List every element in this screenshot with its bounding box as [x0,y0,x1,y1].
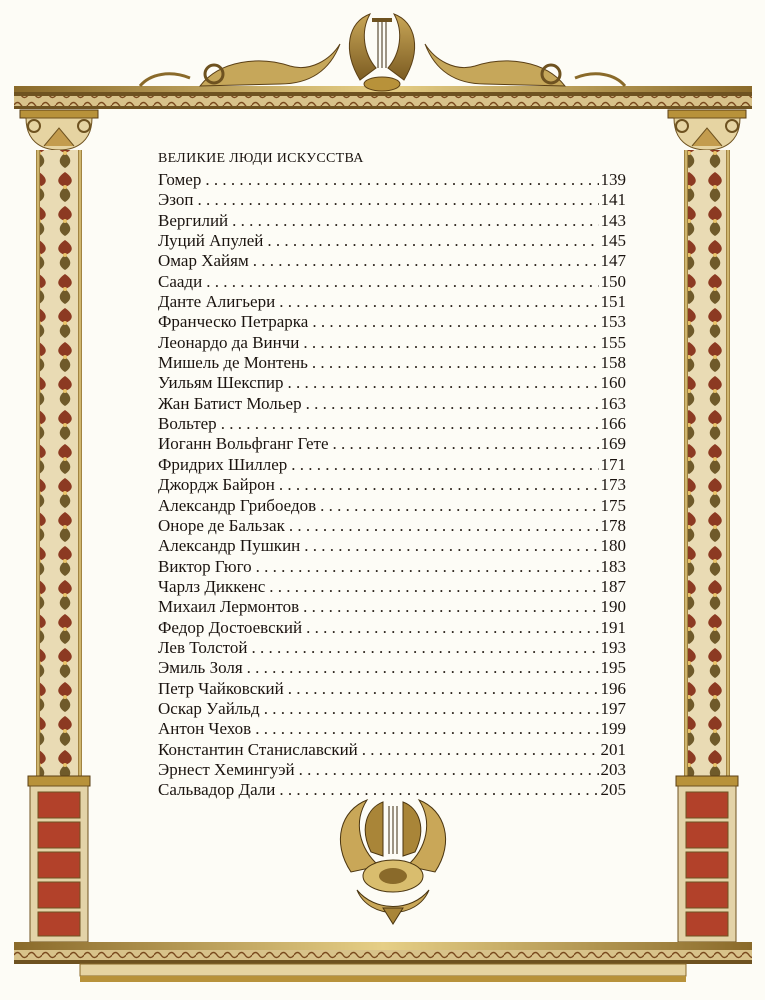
toc-list [158,170,626,801]
toc-entry [158,373,626,393]
toc-entry-page: 196 [600,678,626,698]
toc-entry-page: 203 [600,759,626,779]
dot-leader [221,414,599,434]
toc-entry-name: Гомер [158,170,202,189]
dot-leader [247,658,599,678]
toc-entry-page: 199 [600,719,626,739]
dot-leader [255,719,598,739]
toc-entry-page: 143 [600,210,626,230]
toc-entry-name: Федор Достоевский [158,617,303,637]
toc-entry-page: 187 [600,576,626,596]
dot-leader [362,740,599,760]
toc-entry-name: Александр Грибоедов [158,495,317,515]
toc-entry-page: 141 [600,190,626,210]
toc-entry [158,455,626,475]
toc-entry [158,251,626,271]
section-heading: ВЕЛИКИЕ ЛЮДИ ИСКУССТВА [158,151,364,166]
dot-leader [333,434,599,454]
dot-leader [269,577,598,597]
toc-entry-page: 155 [600,332,626,352]
toc-entry [158,312,626,332]
toc-entry [158,333,626,353]
toc-entry-name: Омар Хайям [158,251,249,271]
toc-entry-name: Джордж Байрон [158,475,275,495]
toc-entry [158,658,626,678]
toc-entry-name: Эрнест Хемингуэй [158,759,295,779]
toc-entry-name: Чарлз Диккенс [158,576,266,596]
toc-entry-page: 173 [600,475,626,495]
dot-leader [303,597,598,617]
toc-entry-name: Лев Толстой [158,637,248,657]
toc-entry [158,679,626,699]
toc-entry-page: 163 [600,393,626,413]
toc-entry [158,536,626,556]
toc-entry [158,434,626,454]
toc-entry-page: 197 [600,698,626,718]
toc-entry-name: Эзоп [158,190,194,210]
toc-entry-name: Вергилий [158,210,229,230]
toc-entry-name: Антон Чехов [158,719,252,739]
dot-leader [312,312,598,332]
toc-entry-name: Франческо Петрарка [158,312,309,332]
toc-entry [158,516,626,536]
left-column [20,110,98,942]
toc-entry-name: Сальвадор Дали [158,780,276,800]
toc-entry-page: 171 [600,454,626,474]
toc-entry [158,557,626,577]
lyre-medallion-icon [340,800,445,924]
toc-entry-page: 183 [600,556,626,576]
toc-entry [158,414,626,434]
dot-leader [256,557,599,577]
toc-entry [158,170,626,190]
toc-entry-name: Леонардо да Винчи [158,332,300,352]
dot-leader [320,496,598,516]
toc-entry-name: Иоганн Вольфганг Гете [158,434,329,454]
dot-leader [253,251,599,271]
toc-entry-name: Жан Батист Мольер [158,393,302,413]
toc-entry-page: 145 [600,231,626,251]
toc-entry-page: 160 [600,373,626,393]
dot-leader [279,475,599,495]
dot-leader [291,455,598,475]
toc-entry [158,597,626,617]
toc-entry-name: Виктор Гюго [158,556,252,576]
toc-entry-page: 178 [600,515,626,535]
toc-entry [158,699,626,719]
toc-entry-name: Михаил Лермонтов [158,597,300,617]
right-column [668,110,746,942]
toc-entry-name: Луций Апулей [158,231,264,251]
toc-entry-name: Александр Пушкин [158,536,301,556]
toc-entry-page: 147 [600,251,626,271]
toc-entry [158,353,626,373]
toc-entry [158,780,626,800]
toc-entry-name: Мишель де Монтень [158,353,308,373]
toc-entry [158,272,626,292]
dot-leader [304,536,598,556]
dot-leader [287,373,598,393]
right-pedestal [678,786,736,942]
toc-entry-name: Уильям Шекспир [158,373,284,393]
toc-entry-name: Данте Алигьери [158,292,276,312]
dot-leader [306,394,599,414]
toc-entry-page: 195 [600,658,626,678]
toc-entry-page: 190 [600,597,626,617]
toc-entry [158,190,626,210]
dot-leader [303,333,598,353]
toc-entry-page: 191 [600,617,626,637]
toc-entry-name: Саади [158,271,203,291]
toc-entry [158,719,626,739]
toc-entry-page: 158 [600,353,626,373]
toc-entry [158,740,626,760]
toc-entry [158,760,626,780]
toc-entry-name: Константин Станиславский [158,739,358,759]
toc-entry [158,231,626,251]
toc-entry [158,475,626,495]
dot-leader [232,211,598,231]
toc-entry-page: 180 [600,536,626,556]
dot-leader [289,516,599,536]
dot-leader [251,638,598,658]
dot-leader [279,780,598,800]
toc-entry-name: Фридрих Шиллер [158,454,288,474]
toc-entry-page: 205 [600,780,626,800]
corinthian-capital-icon [20,110,98,150]
dot-leader [197,190,598,210]
left-pedestal [30,786,88,942]
toc-entry-page: 139 [600,170,626,189]
bottom-plinth [14,942,752,982]
dot-leader [312,353,599,373]
lyre-icon [349,14,414,91]
toc-entry [158,394,626,414]
dot-leader [264,699,599,719]
toc-entry [158,496,626,516]
toc-entry-page: 166 [600,414,626,434]
dot-leader [299,760,599,780]
toc-entry-page: 169 [600,434,626,454]
toc-entry [158,292,626,312]
toc-entry-name: Вольтер [158,414,217,434]
toc-entry-name: Оноре де Бальзак [158,515,285,535]
toc-entry-page: 151 [600,292,626,312]
dot-leader [205,170,598,190]
toc-entry [158,638,626,658]
dot-leader [279,292,598,312]
dot-leader [288,679,599,699]
toc-entry-page: 153 [600,312,626,332]
toc-entry-page: 201 [600,739,626,759]
dot-leader [206,272,598,292]
toc-entry-page: 193 [600,637,626,657]
toc-entry-name: Петр Чайковский [158,678,284,698]
toc-entry [158,211,626,231]
table-of-contents [158,148,626,801]
toc-entry-page: 150 [600,271,626,291]
corinthian-capital-icon [668,110,746,150]
toc-entry-name: Эмиль Золя [158,658,243,678]
toc-entry-page: 175 [600,495,626,515]
dot-leader [306,618,598,638]
toc-entry-name: Оскар Уайльд [158,698,260,718]
toc-entry [158,618,626,638]
toc-entry [158,577,626,597]
dot-leader [267,231,598,251]
